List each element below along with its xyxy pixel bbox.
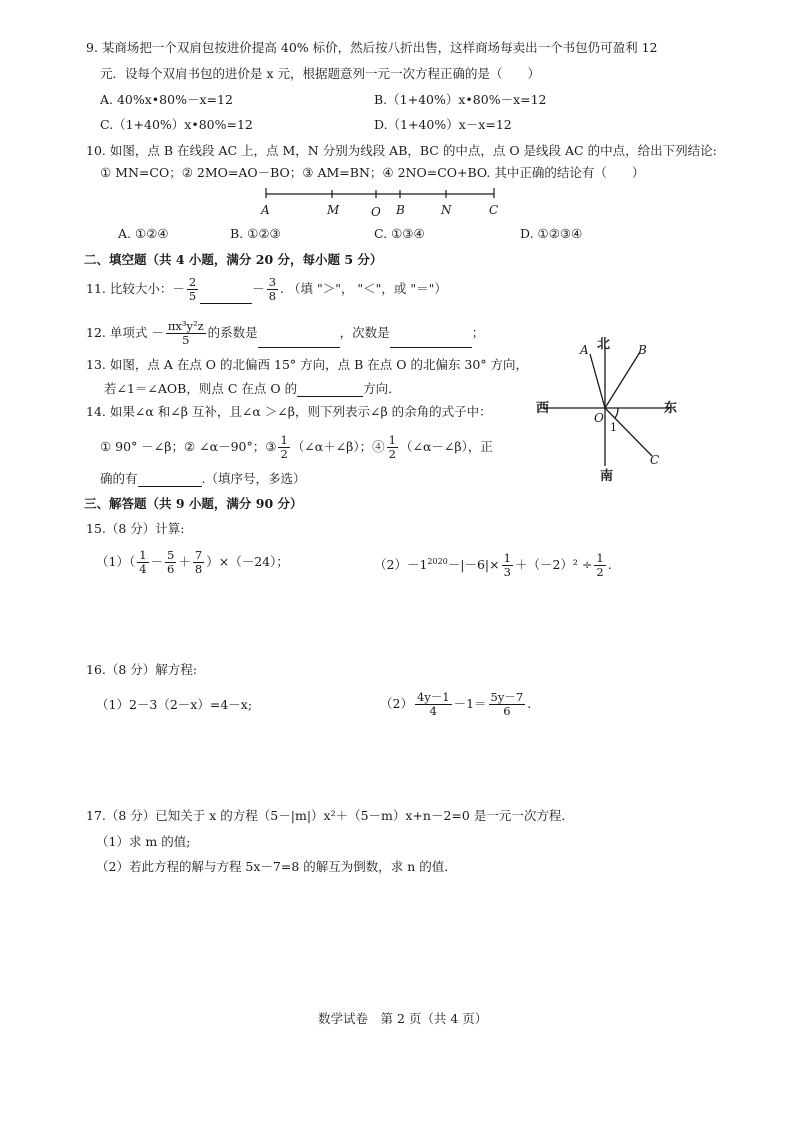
q14-frac-b: $\frac{1}{2}$ bbox=[388, 433, 396, 461]
q14-line3-suffix: .（填序号，多选） bbox=[201, 471, 306, 486]
compass-east-label: 东 bbox=[664, 401, 678, 416]
point-o-label: O bbox=[371, 205, 381, 219]
q15-p2-mid: －|－6|× bbox=[447, 557, 500, 573]
q16-p2-frac1: $\frac{4y-1}{4}$ bbox=[416, 690, 450, 718]
q9-line2: 元．设每个双肩书包的进价是 x 元，根据题意列一元一次方程正确的是（ ） bbox=[100, 66, 540, 81]
q14-line3-prefix: 确的有 bbox=[100, 471, 138, 486]
q9-line1: 9. 某商场把一个双肩包按进价提高 40% 标价，然后按八折出售，这样商场每卖出一个书包仍可盈利 12 bbox=[86, 40, 658, 55]
section2-title: 二、填空题（共 4 小题，满分 20 分，每小题 5 分） bbox=[84, 252, 383, 267]
q14-frac-a: $\frac{1}{2}$ bbox=[280, 433, 288, 461]
compass-o-label: O bbox=[594, 411, 604, 425]
compass-diagram bbox=[530, 334, 690, 484]
compass-south-label: 南 bbox=[600, 469, 614, 484]
q10-option-a: A. ①②④ bbox=[118, 226, 169, 241]
q16-p2-frac2: $\frac{5y-7}{6}$ bbox=[490, 690, 524, 718]
q10-option-d: D. ①②③④ bbox=[520, 226, 583, 241]
segment-diagram bbox=[250, 186, 510, 220]
point-m-label: M bbox=[327, 203, 340, 217]
q11-frac2: $\frac{3}{8}$ bbox=[268, 275, 277, 303]
q15-part2 bbox=[374, 546, 612, 581]
q12-end: ； bbox=[471, 325, 485, 340]
q10-line1: 10. 如图，点 B 在线段 AC 上，点 M，N 分别为线段 AB，BC 的中点，点 O 是线段 AC 的中点，给出下列结论: bbox=[86, 143, 717, 158]
q16-p2-mid: －1＝ bbox=[453, 696, 487, 711]
q17-line1: 17.（8 分）已知关于 x 的方程（5－|m|）x²＋（5－m）x+n－2=0 是一元一次方程． bbox=[86, 808, 574, 823]
q16-p2-prefix: （2） bbox=[380, 696, 413, 711]
q15-head: 15.（8 分）计算: bbox=[86, 521, 185, 536]
q11-frac1: $\frac{2}{5}$ bbox=[188, 275, 197, 303]
q14-line1: 14. 如果∠α 和∠β 互补，且∠α ＞∠β，则下列表示∠β 的余角的式子中： bbox=[86, 404, 492, 419]
q15-p1-op2: ＋ bbox=[178, 554, 191, 569]
q15-p1-op1: － bbox=[150, 554, 164, 569]
q11-suffix: . （填 "＞"， "＜"，或 "＝"） bbox=[280, 281, 447, 296]
q15-p2-prefix: （2）－1 bbox=[374, 557, 428, 573]
q17-line3: （2）若此方程的解与方程 5x－7=8 的解互为倒数，求 n 的值． bbox=[96, 859, 457, 874]
q9-option-c: C.（1+40%）x•80%=12 bbox=[100, 117, 253, 132]
q15-p2-end: . bbox=[607, 557, 612, 573]
q16-head: 16.（8 分）解方程: bbox=[86, 662, 198, 677]
q12 bbox=[86, 318, 484, 348]
q14-line3 bbox=[100, 471, 306, 487]
compass-b-label: B bbox=[638, 343, 647, 357]
q15-p1-open: （1）（ bbox=[96, 554, 136, 569]
q15-part1 bbox=[96, 546, 289, 578]
angle-1-label: 1 bbox=[610, 421, 617, 434]
q15-p2-frac1: $\frac{1}{3}$ bbox=[503, 551, 511, 580]
q12-prefix: 12. 单项式 － bbox=[86, 325, 164, 340]
q12-frac: $\frac{\text{πx³y²z}}{5}$ bbox=[167, 319, 204, 347]
q10-option-b: B. ①②③ bbox=[230, 226, 281, 241]
q9-option-a: A. 40%x•80%－x=12 bbox=[100, 92, 233, 107]
q13-answer-blank bbox=[297, 396, 363, 397]
q15-p1-frac3: $\frac{7}{8}$ bbox=[194, 548, 203, 576]
q11-prefix: 11. 比较大小：－ bbox=[86, 281, 185, 296]
q17-line2: （1）求 m 的值; bbox=[96, 834, 191, 849]
section3-title: 三、解答题（共 9 小题，满分 90 分） bbox=[84, 496, 303, 511]
q16-part2 bbox=[380, 688, 531, 720]
compass-a-label: A bbox=[580, 343, 589, 357]
q9-option-b: B.（1+40%）x•80%－x=12 bbox=[374, 92, 547, 107]
q16-part1: （1）2－3（2－x）=4－x; bbox=[96, 697, 253, 712]
q13-line2 bbox=[104, 381, 401, 397]
compass-c-label: C bbox=[650, 453, 660, 467]
q15-p2-exponent: 2020 bbox=[427, 557, 448, 566]
q15-p2-mid2: ＋（－2）² ÷ bbox=[514, 557, 593, 573]
q15-p1-frac2: $\frac{5}{6}$ bbox=[167, 548, 175, 576]
page-footer: 数学试卷 第 2 页（共 4 页） bbox=[318, 1011, 488, 1026]
q12-mid: 的系数是 bbox=[207, 325, 258, 340]
q12-coefficient-blank bbox=[258, 347, 340, 348]
q11-answer-blank bbox=[200, 303, 252, 304]
point-a-label: A bbox=[261, 203, 270, 217]
point-b-label: B bbox=[396, 203, 405, 217]
q15-p1-frac1: $\frac{1}{4}$ bbox=[139, 548, 147, 576]
q12-degree-blank bbox=[390, 347, 472, 348]
q12-mid2: ，次数是 bbox=[339, 325, 390, 340]
q11 bbox=[86, 274, 447, 304]
q11-minus: － bbox=[252, 281, 265, 296]
compass-west-label: 西 bbox=[536, 401, 550, 416]
q13-line2-suffix: 方向． bbox=[363, 381, 401, 396]
q14-item1: ① 90° －∠β；② ∠α－90°；③ bbox=[100, 439, 277, 454]
compass-north-label: 北 bbox=[597, 337, 611, 352]
q15-p2-frac2: $\frac{1}{2}$ bbox=[596, 551, 604, 580]
q9-option-d: D.（1+40%）x－x=12 bbox=[374, 117, 512, 132]
q13-line2-prefix: 若∠1＝∠AOB，则点 C 在点 O 的 bbox=[104, 381, 298, 396]
q10-option-c: C. ①③④ bbox=[374, 226, 425, 241]
point-c-label: C bbox=[489, 203, 499, 217]
q15-p1-close: ）×（－24）； bbox=[206, 554, 289, 569]
q14-line2 bbox=[100, 432, 493, 462]
q14-item4: （∠α－∠β），正 bbox=[400, 439, 493, 454]
q16-p2-end: . bbox=[527, 696, 532, 711]
q14-answer-blank bbox=[138, 486, 202, 487]
q14-item3: （∠α＋∠β）；④ bbox=[291, 439, 385, 454]
point-n-label: N bbox=[441, 203, 452, 217]
q10-line2: ① MN=CO；② 2MO=AO－BO；③ AM=BN；④ 2NO=CO+BO. 其中正确的结论有（ ） bbox=[100, 165, 645, 180]
q13-line1: 13. 如图，点 A 在点 O 的北偏西 15° 方向，点 B 在点 O 的北偏东 30° 方向， bbox=[86, 357, 529, 372]
